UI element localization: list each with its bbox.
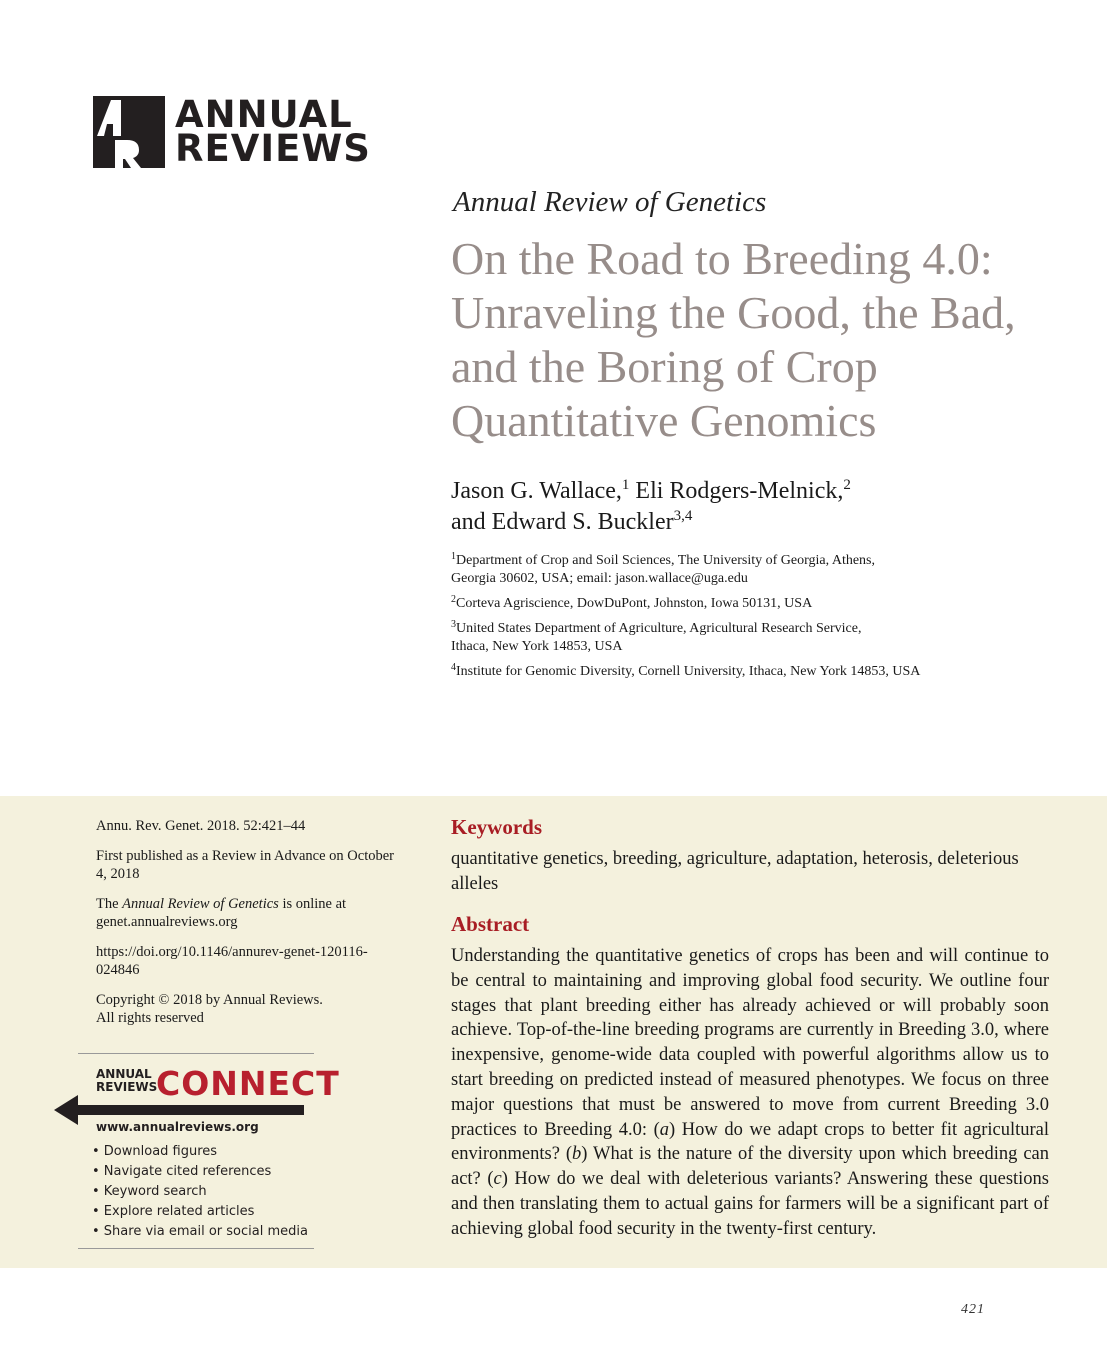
author-name: and Edward S. Buckler — [451, 509, 674, 535]
abstract-text — [451, 944, 1049, 1242]
list-item: • Explore related articles — [92, 1204, 255, 1219]
copyright — [96, 991, 406, 1027]
affiliation-line: Department of Crop and Soil Sciences, The University of Georgia, Athens, — [456, 553, 876, 568]
affiliation-number: 3 — [451, 619, 456, 630]
copyright-line: Copyright © 2018 by Annual Reviews. — [96, 992, 323, 1008]
online-note — [96, 895, 406, 931]
abstract-segment: ) What is the nature of the diversity upon which breeding can act? ( — [451, 1144, 1049, 1190]
list-item: • Download figures — [92, 1144, 218, 1159]
online-note-pre: The — [96, 896, 123, 912]
abstract-heading: Abstract — [451, 912, 530, 936]
affiliation — [451, 595, 1071, 613]
logo-line-2: REVIEWS — [175, 127, 371, 170]
connect-url[interactable]: www.annualreviews.org — [96, 1120, 259, 1134]
affiliation — [451, 663, 1071, 681]
article-info-sidebar — [96, 817, 406, 1039]
author-affil-sup: 3,4 — [673, 508, 693, 524]
rights-line: All rights reserved — [96, 1010, 204, 1026]
divider — [78, 1053, 314, 1054]
abstract-segment: Understanding the quantitative genetics of crops has been and will continue to be central to maintaining and improving global food security. We outline four stages that plant breeding either has already achieved or will probably soon achieve. Top-of-the-line breeding programs are currently in Breeding 3.0, where inexpensive, genome-wide data coupled with powerful algorithms allow us to start breeding on predicted instead of measured phenotypes. We focus on three major questions that must be answered to move from current Breeding 3.0 practices to Breeding 4.0: ( — [451, 946, 1049, 1140]
affiliation-line: Georgia 30602, USA; email: jason.wallace@uga.edu — [451, 571, 748, 586]
abstract-segment: ) How do we deal with deleterious variants? Answering these questions and then translating them to actual gains for farmers will be a significant part of achieving global food security in the twenty-first century. — [451, 1169, 1050, 1239]
connect-small-logo — [96, 1068, 157, 1094]
online-note-post: is online at genet.annualreviews.org — [96, 896, 347, 930]
logo-line-1: ANNUAL — [175, 93, 353, 136]
publication-date: First published as a Review in Advance on October 4, 2018 — [96, 848, 394, 882]
abstract-label: c — [493, 1169, 502, 1190]
affiliations — [451, 552, 1071, 688]
list-item: • Keyword search — [92, 1184, 207, 1199]
online-note-journal: Annual Review of Genetics — [122, 896, 279, 912]
list-item: • Share via email or social media — [92, 1224, 308, 1239]
doi-link[interactable]: https://doi.org/10.1146/annurev-genet-120116-024846 — [96, 944, 368, 978]
author-affil-sup: 1 — [621, 477, 630, 493]
affiliation-number: 4 — [451, 662, 456, 673]
keywords-text: quantitative genetics, breeding, agriculture, adaptation, heterosis, deleterious alleles — [451, 849, 1019, 894]
affiliation-number: 2 — [451, 594, 456, 605]
divider — [78, 1248, 314, 1249]
list-item: • Navigate cited references — [92, 1164, 272, 1179]
page-number: 421 — [961, 1302, 985, 1317]
keywords-heading: Keywords — [451, 815, 542, 839]
keywords-abstract-section — [451, 815, 1049, 1242]
affiliation-number: 1 — [451, 551, 456, 562]
affiliation-line: Institute for Genomic Diversity, Cornell University, Ithaca, New York 14853, USA — [456, 664, 921, 679]
affiliation-line: United States Department of Agriculture, Agricultural Research Service, — [456, 621, 862, 636]
connect-feature-list — [92, 1142, 308, 1242]
annual-reviews-logo — [93, 93, 371, 170]
author-list — [451, 476, 851, 538]
citation: Annu. Rev. Genet. 2018. 52:421–44 — [96, 818, 306, 834]
abstract-label: b — [572, 1144, 582, 1165]
affiliation-line: Ithaca, New York 14853, USA — [451, 639, 623, 654]
ar-monogram-icon — [93, 96, 165, 168]
affiliation-line: Corteva Agriscience, DowDuPont, Johnston, Iowa 50131, USA — [456, 596, 813, 611]
affiliation — [451, 552, 1071, 588]
author-name: Jason G. Wallace, — [451, 478, 622, 504]
abstract-segment: ) How do we adapt crops to better fit agricultural environments? ( — [451, 1119, 1049, 1165]
connect-wordmark: CONNECT — [156, 1064, 340, 1103]
author-name: Eli Rodgers-Melnick, — [635, 478, 844, 504]
connect-small-line-1: ANNUAL — [96, 1067, 152, 1081]
affiliation — [451, 620, 1071, 656]
article-title: On the Road to Breeding 4.0: Unraveling the Good, the Bad, and the Boring of Crop Quantitative Genomics — [451, 233, 1016, 446]
abstract-label: a — [659, 1119, 670, 1140]
connect-small-line-2: REVIEWS — [96, 1080, 158, 1094]
author-affil-sup: 2 — [843, 477, 851, 493]
annual-reviews-connect-box — [54, 1053, 340, 1249]
journal-name: Annual Review of Genetics — [453, 186, 767, 218]
